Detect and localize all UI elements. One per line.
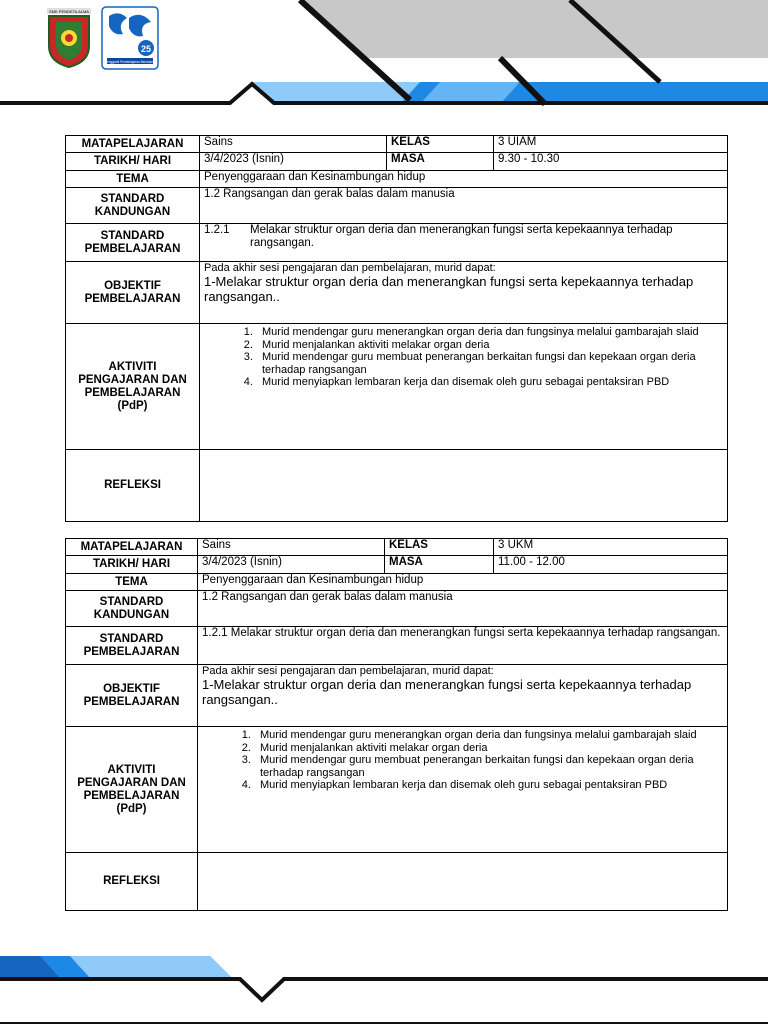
objective-intro: Pada akhir sesi pengajaran dan pembelajaran, murid dapat: bbox=[202, 665, 494, 677]
activity-cell bbox=[200, 324, 728, 450]
subject-value: Sains bbox=[198, 539, 385, 556]
learning-standard-number: 1.2.1 bbox=[204, 224, 230, 236]
activity-item: 4. Murid menyiapkan lembaran kerja dan disemak oleh guru sebagai pentaksiran PBD bbox=[256, 376, 723, 389]
objective-label: OBJEKTIF PEMBELAJARAN bbox=[66, 665, 198, 727]
learning-standard-value: 1.2.1 Melakar struktur organ deria dan menerangkan fungsi serta kepekaannya terhadap rangsangan. bbox=[198, 627, 728, 665]
subject-value: Sains bbox=[200, 136, 387, 153]
subject-label: MATAPELAJARAN bbox=[66, 539, 198, 556]
objective-text: 1-Melakar struktur organ deria dan menerangkan fungsi serta kepekaannya terhadap rangsangan.. bbox=[204, 274, 694, 304]
class-label: KELAS bbox=[385, 539, 494, 556]
time-value: 11.00 - 12.00 bbox=[494, 556, 728, 574]
activity-item: 1. Murid mendengar guru menerangkan organ deria dan fungsinya melalui gambarajah slaid bbox=[256, 326, 723, 339]
lesson-plan-table-2 bbox=[65, 538, 728, 911]
content-standard-value: 1.2 Rangsangan dan gerak balas dalam manusia bbox=[198, 591, 728, 627]
activity-list bbox=[202, 729, 723, 792]
activity-item: 1. Murid mendengar guru menerangkan organ deria dan fungsinya melalui gambarajah slaid bbox=[254, 729, 723, 742]
objective-text: 1-Melakar struktur organ deria dan menerangkan fungsi serta kepekaannya terhadap rangsangan.. bbox=[202, 677, 692, 707]
objective-cell bbox=[200, 262, 728, 324]
class-label: KELAS bbox=[387, 136, 494, 153]
school-crest-logo bbox=[44, 8, 94, 68]
date-value: 3/4/2023 (Isnin) bbox=[200, 153, 387, 171]
content-standard-label: STANDARD KANDUNGAN bbox=[66, 188, 200, 224]
learning-standard-value bbox=[200, 224, 728, 262]
objective-label: OBJEKTIF PEMBELAJARAN bbox=[66, 262, 200, 324]
activity-item: 2. Murid menjalankan aktiviti melakar organ deria bbox=[254, 742, 723, 755]
activity-item: 3. Murid mendengar guru membuat penerangan berkaitan fungsi dan kepekaan organ deria terhadap rangsangan bbox=[254, 754, 723, 779]
svg-text:Pengganti Pembelajaran Bermakn: Pengganti Pembelajaran Bermakna bbox=[104, 60, 156, 64]
activity-item: 4. Murid menyiapkan lembaran kerja dan disemak oleh guru sebagai pentaksiran PBD bbox=[254, 779, 723, 792]
activity-item: 3. Murid mendengar guru membuat penerangan berkaitan fungsi dan kepekaan organ deria terhadap rangsangan bbox=[256, 351, 723, 376]
content-standard-label: STANDARD KANDUNGAN bbox=[66, 591, 198, 627]
lesson-plan-table-1 bbox=[65, 135, 728, 522]
svg-text:25: 25 bbox=[140, 44, 152, 54]
theme-label: TEMA bbox=[66, 574, 198, 591]
activity-list bbox=[204, 326, 723, 389]
learning-standard-label: STANDARD PEMBELAJARAN bbox=[66, 224, 200, 262]
class-value: 3 UIAM bbox=[494, 136, 728, 153]
activity-item: 2. Murid menjalankan aktiviti melakar organ deria bbox=[256, 339, 723, 352]
time-label: MASA bbox=[387, 153, 494, 171]
footer-banner bbox=[0, 950, 768, 1024]
activity-label: AKTIVITI PENGAJARAN DAN PEMBELAJARAN (PdP) bbox=[66, 324, 200, 450]
objective-intro: Pada akhir sesi pengajaran dan pembelajaran, murid dapat: bbox=[204, 262, 496, 274]
theme-value: Penyenggaraan dan Kesinambungan hidup bbox=[200, 171, 728, 188]
reflection-label: REFLEKSI bbox=[66, 450, 200, 522]
reflection-value bbox=[200, 450, 728, 522]
theme-value: Penyenggaraan dan Kesinambungan hidup bbox=[198, 574, 728, 591]
svg-text:SMK PENDETA ALMA: SMK PENDETA ALMA bbox=[49, 9, 89, 14]
class-value: 3 UKM bbox=[494, 539, 728, 556]
activity-label: AKTIVITI PENGAJARAN DAN PEMBELAJARAN (PdP) bbox=[66, 727, 198, 853]
reflection-value bbox=[198, 853, 728, 911]
date-label: TARIKH/ HARI bbox=[66, 153, 200, 171]
date-value: 3/4/2023 (Isnin) bbox=[198, 556, 385, 574]
theme-label: TEMA bbox=[66, 171, 200, 188]
objective-cell bbox=[198, 665, 728, 727]
time-value: 9.30 - 10.30 bbox=[494, 153, 728, 171]
content-standard-value: 1.2 Rangsangan dan gerak balas dalam manusia bbox=[200, 188, 728, 224]
learning-standard-label: STANDARD PEMBELAJARAN bbox=[66, 627, 198, 665]
reflection-label: REFLEKSI bbox=[66, 853, 198, 911]
school-anniversary-logo bbox=[101, 6, 159, 70]
learning-standard-text: Melakar struktur organ deria dan menerangkan fungsi serta kepekaannya terhadap rangsangan. bbox=[250, 224, 673, 249]
time-label: MASA bbox=[385, 556, 494, 574]
subject-label: MATAPELAJARAN bbox=[66, 136, 200, 153]
date-label: TARIKH/ HARI bbox=[66, 556, 198, 574]
activity-cell bbox=[198, 727, 728, 853]
